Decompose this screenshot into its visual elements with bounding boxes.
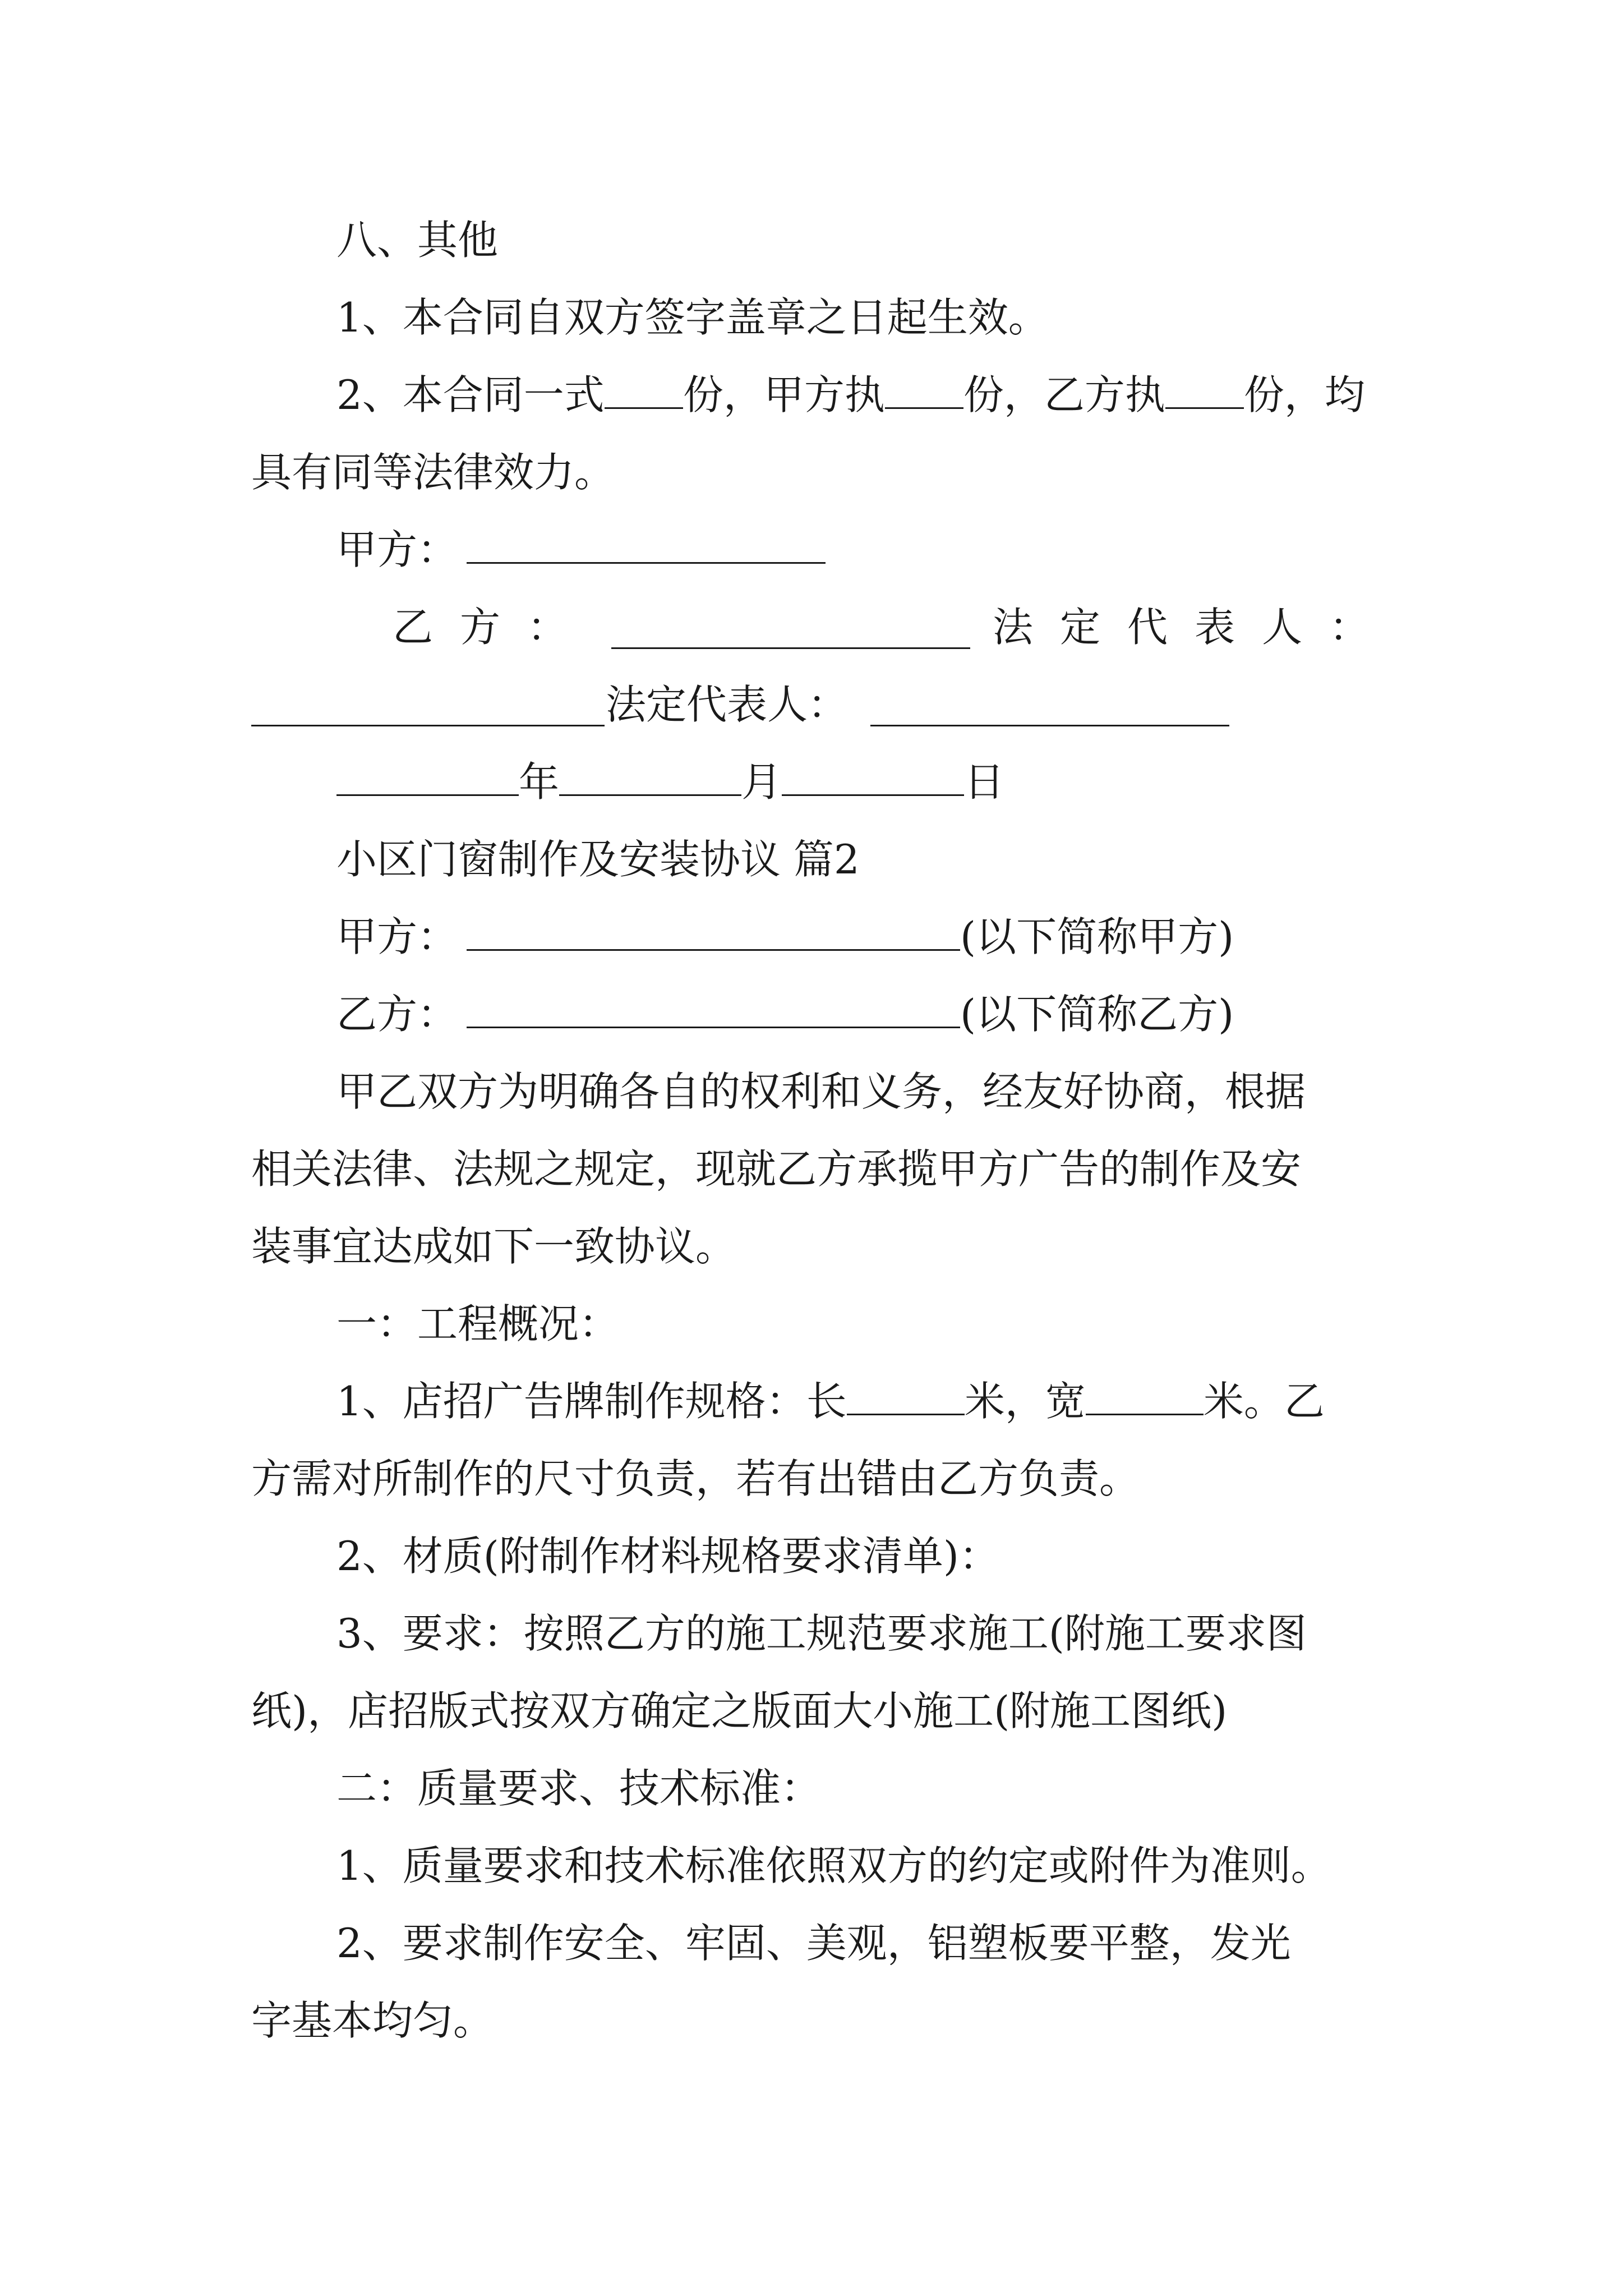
clause (0, 1905, 1623, 1981)
party-b-line (0, 976, 1623, 1052)
document-title (0, 821, 1623, 898)
line-text: 2、要求制作安全、牢固、美观，铝塑板要平整，发光 (336, 1920, 1291, 1967)
signature-blank (467, 526, 826, 564)
clause-with-blanks (0, 1363, 1623, 1439)
line-text: 具有同等法律效力。 (251, 449, 615, 496)
line-text: 方需对所制作的尺寸负责，若有出错由乙方负责。 (251, 1455, 1140, 1502)
signature-blank (870, 689, 1229, 726)
line-text: 甲乙双方为明确各自的权利和义务，经友好协商，根据 (336, 1068, 1306, 1115)
line-text: 小区门窗制作及安装协议 篇2 (336, 836, 860, 883)
line-text: 甲方： (336, 526, 458, 573)
line-text: 一：工程概况： (336, 1300, 620, 1347)
line-text: 乙方： (393, 604, 595, 651)
clause-with-blanks (0, 357, 1623, 433)
line-text: 纸)，店招版式按双方确定之版面大小施工(附施工图纸) (251, 1687, 1228, 1734)
clause (0, 1595, 1623, 1672)
clause (0, 434, 1623, 510)
legal-rep-signature (0, 666, 1623, 743)
signature-blank (611, 611, 970, 649)
day-blank (782, 758, 964, 796)
line-text: 份，甲方执 (683, 371, 885, 418)
line-text: 装事宜达成如下一致协议。 (251, 1223, 736, 1270)
section-heading (0, 202, 1623, 278)
paragraph-line (0, 1673, 1623, 1749)
line-text: 年 (519, 758, 560, 806)
width-blank (1086, 1378, 1204, 1415)
line-text: 法定代表人： (993, 604, 1397, 651)
line-text: 1、本合同自双方签字盖章之日起生效。 (336, 294, 1049, 341)
month-blank (559, 758, 741, 796)
clause (0, 279, 1623, 356)
line-text: 二：质量要求、技术标准： (336, 1765, 822, 1812)
line-text: 2、材质(附制作材料规格要求清单)： (336, 1533, 999, 1580)
line-text: 1、店招广告牌制作规格：长 (336, 1378, 847, 1425)
line-text: 日 (964, 758, 1005, 806)
fill-blank (605, 371, 683, 409)
line-text: 3、要求：按照乙方的施工规范要求施工(附施工要求图 (336, 1610, 1307, 1657)
signature-blank (251, 689, 605, 726)
length-blank (847, 1378, 965, 1415)
party-a-line (0, 899, 1623, 975)
line-text: (以下简称甲方) (960, 913, 1234, 960)
fill-blank (1165, 371, 1244, 409)
paragraph-line (0, 1982, 1623, 2059)
paragraph-line (0, 1131, 1623, 1207)
line-text: 1、质量要求和技术标准依照双方的约定或附件为准则。 (336, 1842, 1331, 1889)
line-text: 字基本均匀。 (251, 1997, 494, 2044)
line-text: 月 (741, 758, 782, 806)
line-text: 2、本合同一式 (336, 371, 605, 418)
party-a-signature (0, 512, 1623, 588)
party-b-signature (0, 589, 1623, 665)
line-text: 米。乙 (1203, 1378, 1325, 1425)
clause (0, 1828, 1623, 1904)
line-text: 相关法律、法规之规定，现就乙方承揽甲方广告的制作及安 (251, 1145, 1302, 1193)
line-text: 份，均 (1243, 371, 1365, 418)
paragraph-line (0, 1208, 1623, 1285)
line-text: (以下简称乙方) (960, 991, 1234, 1038)
paragraph-line (0, 1441, 1623, 1517)
section-heading (0, 1750, 1623, 1826)
fill-blank (885, 371, 963, 409)
clause (0, 1518, 1623, 1594)
line-text: 乙方： (336, 991, 458, 1038)
line-text: 法定代表人： (606, 681, 849, 728)
party-name-blank (467, 913, 960, 951)
line-text: 甲方： (336, 913, 458, 960)
line-text: 八、其他 (336, 217, 499, 264)
date-line (0, 744, 1623, 820)
line-text: 米，宽 (964, 1378, 1086, 1425)
party-name-blank (467, 991, 960, 1028)
year-blank (336, 758, 519, 796)
section-heading (0, 1286, 1623, 1362)
line-text: 份，乙方执 (963, 371, 1165, 418)
paragraph-line (0, 1053, 1623, 1130)
